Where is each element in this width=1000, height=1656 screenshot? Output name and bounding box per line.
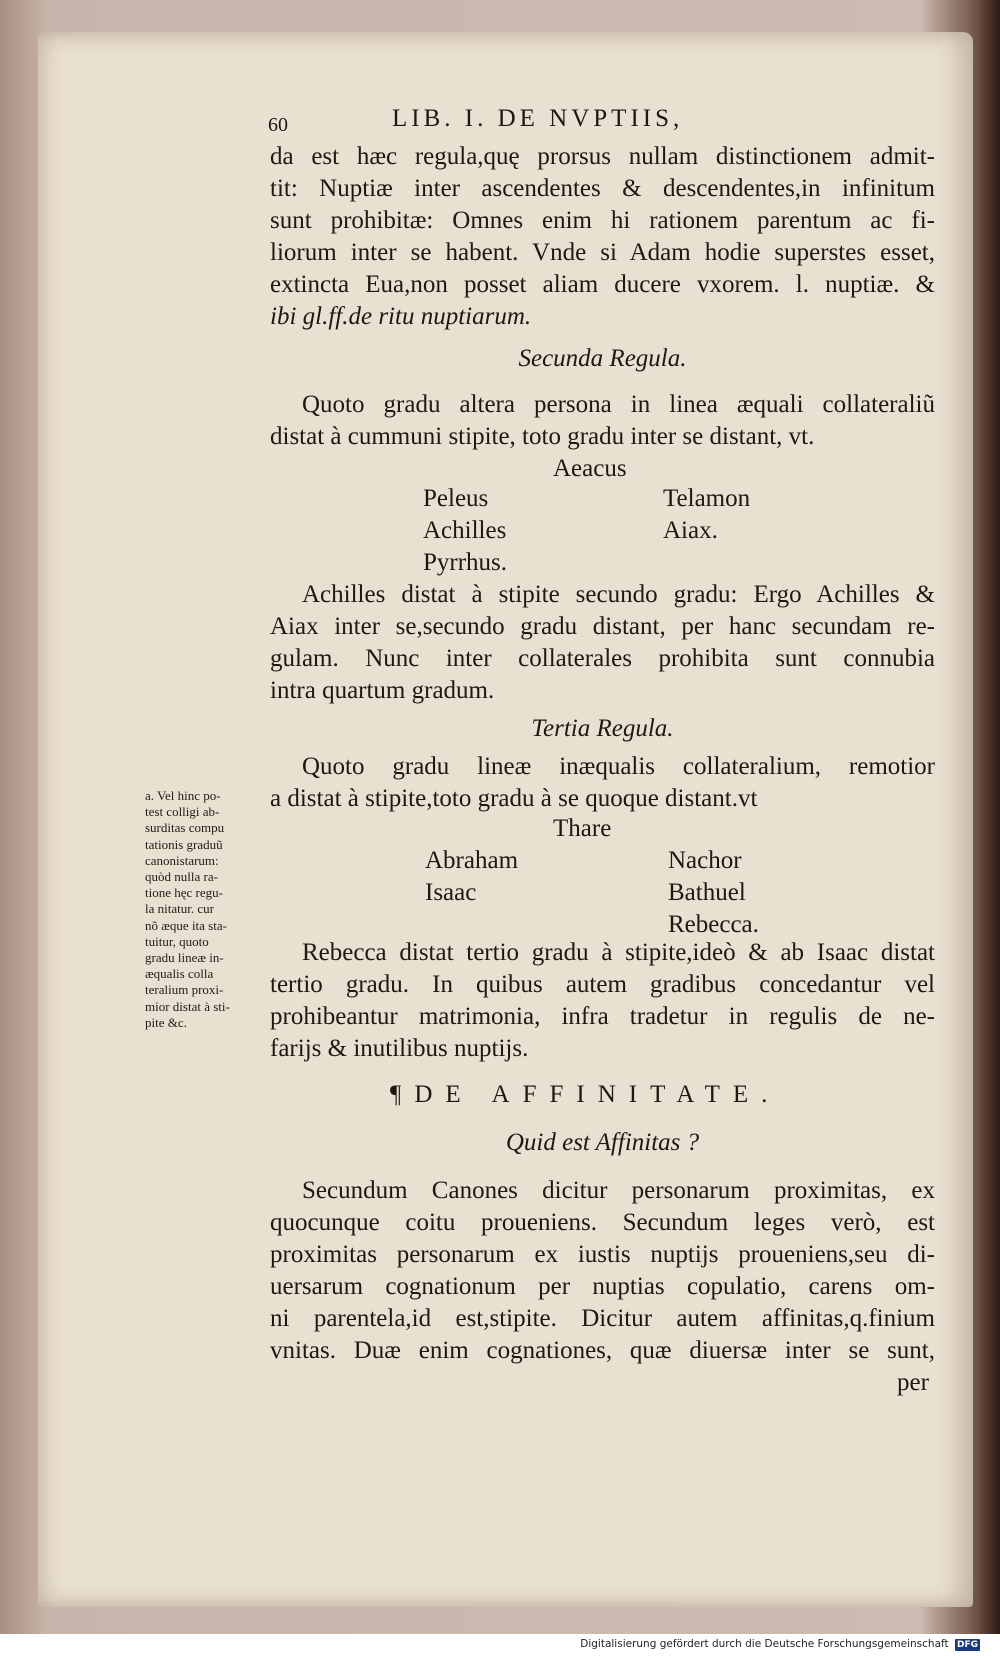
text-line: gulam. Nunc inter collaterales prohibita sunt connubia <box>270 645 935 672</box>
catchword: per <box>897 1369 929 1396</box>
text-line: Aiax inter se,secundo gradu distant, per hanc secundam re- <box>270 613 935 640</box>
genealogy-node: Isaac <box>425 879 477 906</box>
note-line: pite &c. <box>145 1014 187 1030</box>
text-line: distat à cummuni stipite, toto gradu inter se distant, vt. <box>270 423 815 450</box>
text-line: Quoto gradu altera persona in linea æquali collateraliũ <box>302 391 935 418</box>
text-line: proximitas personarum ex iustis nuptijs proueniens,seu di- <box>270 1241 935 1268</box>
page-number: 60 <box>268 114 288 136</box>
text-line: da est hæc regula,quę prorsus nullam distinctionem admit- <box>270 143 935 170</box>
text-line: Achilles distat à stipite secundo gradu: Ergo Achilles & <box>302 581 935 608</box>
note-line: la nitatur. cur <box>145 901 214 917</box>
running-head: LIB. I. DE NVPTIIS, <box>392 105 684 132</box>
note-line: tuitur, quoto <box>145 933 209 949</box>
genealogy-node: Peleus <box>423 485 489 512</box>
section-heading: Tertia Regula. <box>531 715 674 742</box>
text-line: a distat à stipite,toto gradu à se quoque distant.vt <box>270 785 758 812</box>
question-heading: Quid est Affinitas ? <box>505 1129 700 1156</box>
note-line: æqualis colla <box>145 966 214 982</box>
text-line: ibi gl.ff.de ritu nuptiarum. <box>270 303 532 330</box>
text-line: farijs & inutilibus nuptijs. <box>270 1035 529 1062</box>
note-line: surditas compu <box>145 820 225 836</box>
text-line: tit: Nuptiæ inter ascendentes & descendentes,in infinitum <box>270 175 935 202</box>
text-line: sunt prohibitæ: Omnes enim hi rationem parentum ac fi- <box>270 207 935 234</box>
genealogy-node: Bathuel <box>668 879 746 906</box>
book-edge <box>978 0 1000 1656</box>
genealogy-node: Pyrrhus. <box>423 549 508 576</box>
note-line: tationis graduũ <box>145 836 223 852</box>
marginal-note <box>145 788 265 1031</box>
text-line: intra quartum gradum. <box>270 677 495 704</box>
genealogy-node: Telamon <box>663 485 751 512</box>
text-line: prohibeantur matrimonia, infra tradetur in regulis de ne- <box>270 1003 935 1030</box>
genealogy-node: Aiax. <box>663 517 718 544</box>
text-line: tertio gradu. In quibus autem gradibus concedantur vel <box>270 971 935 998</box>
footer-bar <box>0 1634 1000 1656</box>
genealogy-node: Nachor <box>668 847 742 874</box>
section-heading: Secunda Regula. <box>518 345 687 372</box>
note-line: teralium proxi- <box>145 982 224 998</box>
chapter-heading: ¶DE AFFINITATE. <box>390 1081 781 1108</box>
note-line: test colligi ab- <box>145 804 220 820</box>
note-line: quòd nulla ra- <box>145 869 218 885</box>
note-line: tione hęc regu- <box>145 885 223 901</box>
text-line: extincta Eua,non posset aliam ducere vxorem. l. nuptiæ. & <box>270 271 935 298</box>
text-line: Quoto gradu lineæ inæqualis collateralium, remotior <box>302 753 935 780</box>
genealogy-node: Abraham <box>425 847 519 874</box>
note-line: nõ æque ita sta- <box>145 917 227 933</box>
footer-credit <box>580 1638 980 1651</box>
text-line: Secundum Canones dicitur personarum proximitas, ex <box>302 1177 935 1204</box>
text-line: liorum inter se habent. Vnde si Adam hodie superstes esset, <box>270 239 935 266</box>
genealogy-node: Rebecca. <box>668 911 759 938</box>
note-line: gradu lineæ in- <box>145 950 224 966</box>
note-line: mior distat à sti- <box>145 998 230 1014</box>
genealogy-node: Achilles <box>423 517 507 544</box>
note-line: canonistarum: <box>145 852 219 868</box>
text-line: quocunque coitu proueniens. Secundum leges verò, est <box>270 1209 935 1236</box>
text-line: ni parentela,id est,stipite. Dicitur autem affinitas,q.finium <box>270 1305 935 1332</box>
dfg-logo: DFG <box>956 1640 978 1650</box>
note-line: a. Vel hinc po- <box>145 788 221 803</box>
text-line: Rebecca distat tertio gradu à stipite,ideò & ab Isaac distat <box>302 939 935 966</box>
footer-credit-text: Digitalisierung gefördert durch die Deutsche Forschungsgemeinschaft <box>580 1638 949 1650</box>
text-line: vnitas. Duæ enim cognationes, quæ diuersæ inter se sunt, <box>270 1337 935 1364</box>
genealogy-root: Aeacus <box>553 455 627 482</box>
genealogy-root: Thare <box>553 815 612 842</box>
text-line: uersarum cognationum per nuptias copulatio, carens om- <box>270 1273 935 1300</box>
